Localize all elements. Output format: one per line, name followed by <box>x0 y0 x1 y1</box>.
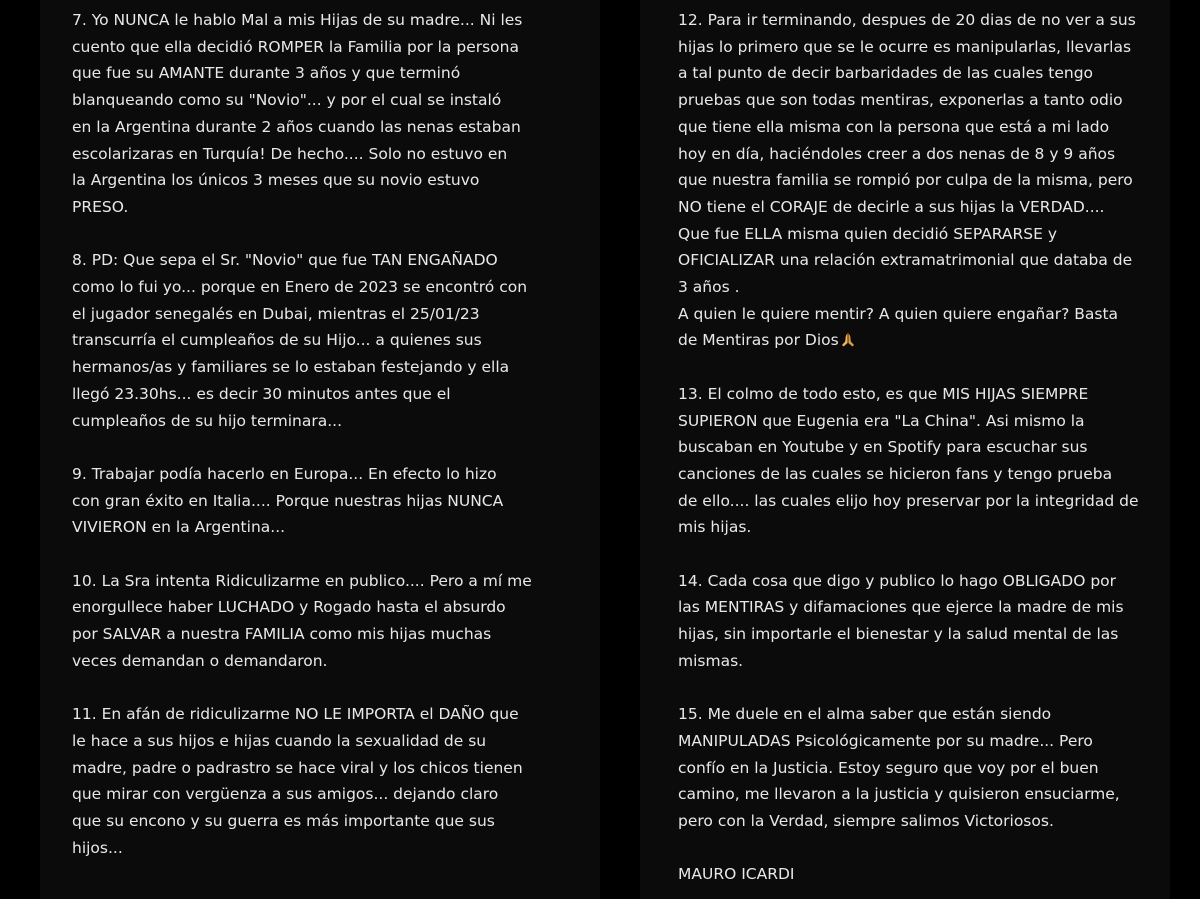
paragraph-11: 11. En afán de ridiculizarme NO LE IMPORTA el DAÑO que le hace a sus hijos e hijas cuando la sexualidad de su madre, padre o padrastro se hace viral y los chicos tienen que mirar con vergüenza a sus amigos... dejando claro que su encono y su guerra es más importante que sus hijos... <box>72 705 523 857</box>
right-column <box>678 7 1168 888</box>
paragraph-10: 10. La Sra intenta Ridiculizarme en publico.... Pero a mí me enorgullece haber LUCHADO y Rogado hasta el absurdo por SALVAR a nuestra FAMILIA como mis hijas muchas veces demandan o demandaron. <box>72 571 532 670</box>
paragraph-9: 9. Trabajar podía hacerlo en Europa... En efecto lo hizo con gran éxito en Italia.... Porque nuestras hijas NUNCA VIVIERON en la Argentina... <box>72 464 504 537</box>
paragraph-15: 15. Me duele en el alma saber que están siendo MANIPULADAS Psicológicamente por su madre... Pero confío en la Justicia. Estoy seguro que voy por el buen camino, me llevaron a la justicia y quisieron ensuciarme, pero con la Verdad, siempre salimos Victoriosos. <box>678 705 1120 831</box>
left-column <box>72 7 572 888</box>
signature: MAURO ICARDI <box>678 865 795 884</box>
paragraph-14: 14. Cada cosa que digo y publico lo hago OBLIGADO por las MENTIRAS y difamaciones que ejerce la madre de mis hijas, sin importarle el bienestar y la salud mental de las mismas. <box>678 571 1124 670</box>
praying-hands-icon <box>841 332 855 348</box>
paragraph-13: 13. El colmo de todo esto, es que MIS HIJAS SIEMPRE SUPIERON que Eugenia era "La China". Asi mismo la buscaban en Youtube y en Spotify para escuchar sus canciones de las cuales se hicieron fans y tengo prueba de ello.... las cuales elijo hoy preservar por la integridad de mis hijas. <box>678 384 1139 537</box>
paragraph-7: 7. Yo NUNCA le hablo Mal a mis Hijas de su madre... Ni les cuento que ella decidió ROMPER la Familia por la persona que fue su AMANTE durante 3 años y que terminó blanqueando como su "Novio"... y por el cual se instaló en la Argentina durante 2 años cuando las nenas estaban escolarizaras en Turquía! De hecho.... Solo no estuvo en la Argentina los únicos 3 meses que su novio estuvo PRESO. <box>72 11 523 216</box>
paragraph-12 <box>678 7 1168 354</box>
paragraph-12-text: 12. Para ir terminando, despues de 20 dias de no ver a sus hijas lo primero que se le ocurre es manipularlas, llevarlas a tal punto de decir barbaridades de las cuales tengo pruebas que son todas mentiras, exponerlas a tanto odio que tiene ella misma con la persona que está a mi lado hoy en día, haciéndoles creer a dos nenas de 8 y 9 años que nuestra familia se rompió por culpa de la misma, pero NO tiene el CORAJE de decirle a sus hijas la VERDAD.... Que fue ELLA misma quien decidió SEPARARSE y OFICIALIZAR una relación extramatrimonial que databa de 3 años . A quien le quiere mentir? A quien quiere engañar? Basta de Mentiras por Dios <box>678 11 1136 350</box>
paragraph-8: 8. PD: Que sepa el Sr. "Novio" que fue TAN ENGAÑADO como lo fui yo... porque en Enero de 2023 se encontró con el jugador senegalés en Dubai, mientras el 25/01/23 transcurría el cumpleaños de su Hijo... a quienes sus hermanos/as y familiares se lo estaban festejando y ella llegó 23.30hs... es decir 30 minutos antes que el cumpleaños de su hijo terminara... <box>72 251 528 430</box>
